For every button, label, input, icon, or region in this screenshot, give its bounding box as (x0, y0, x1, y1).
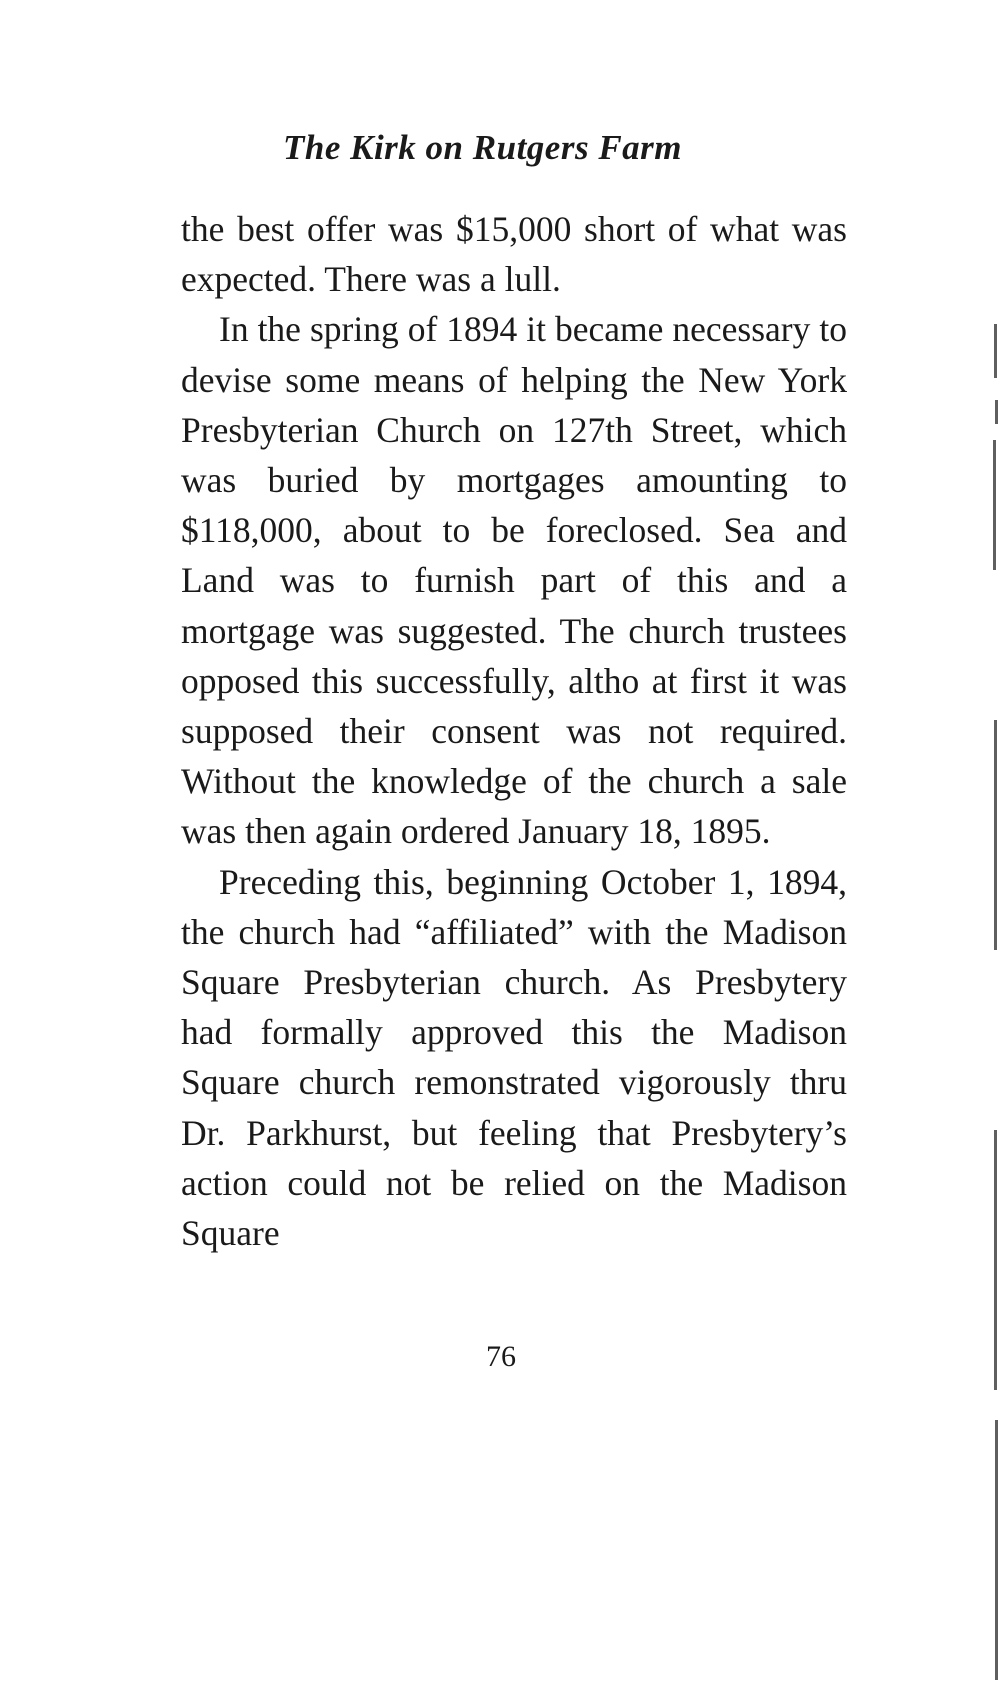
scan-edge-mark (994, 720, 997, 950)
page-number: 76 (486, 1340, 516, 1373)
running-head: The Kirk on Rutgers Farm (282, 128, 683, 167)
body-text (181, 204, 847, 1258)
scan-edge-mark (993, 440, 996, 570)
scan-edge-mark (994, 1130, 997, 1390)
paragraph-affiliation: Preceding this, beginning October 1, 1894, the church had “affiliated” with the Madison Square Presbyterian church. As Presbytery had formally approved this the Madison Square church remonstrated vigorously thru Dr. Parkhurst, but feeling that Presbytery’s action could not be relied on the Madison Square (181, 861, 847, 1254)
scan-edge-mark (995, 400, 998, 424)
paragraph-continued: the best offer was $15,000 short of what was expected. There was a lull. (181, 209, 847, 300)
scan-edge-mark (995, 1420, 998, 1680)
scan-edge-mark (994, 324, 997, 378)
paragraph-spring-1894: In the spring of 1894 it became necessary to devise some means of helping the New York Presbyterian Church on 127th Street, which was buried by mortgages amounting to $118,000, about to be foreclosed. Sea and Land was to furnish part of this and a mortgage was suggested. The church trustees opposed this successfully, altho at first it was supposed their consent was not required. Without the knowledge of the church a sale was then again ordered January 18, 1895. (181, 309, 847, 852)
